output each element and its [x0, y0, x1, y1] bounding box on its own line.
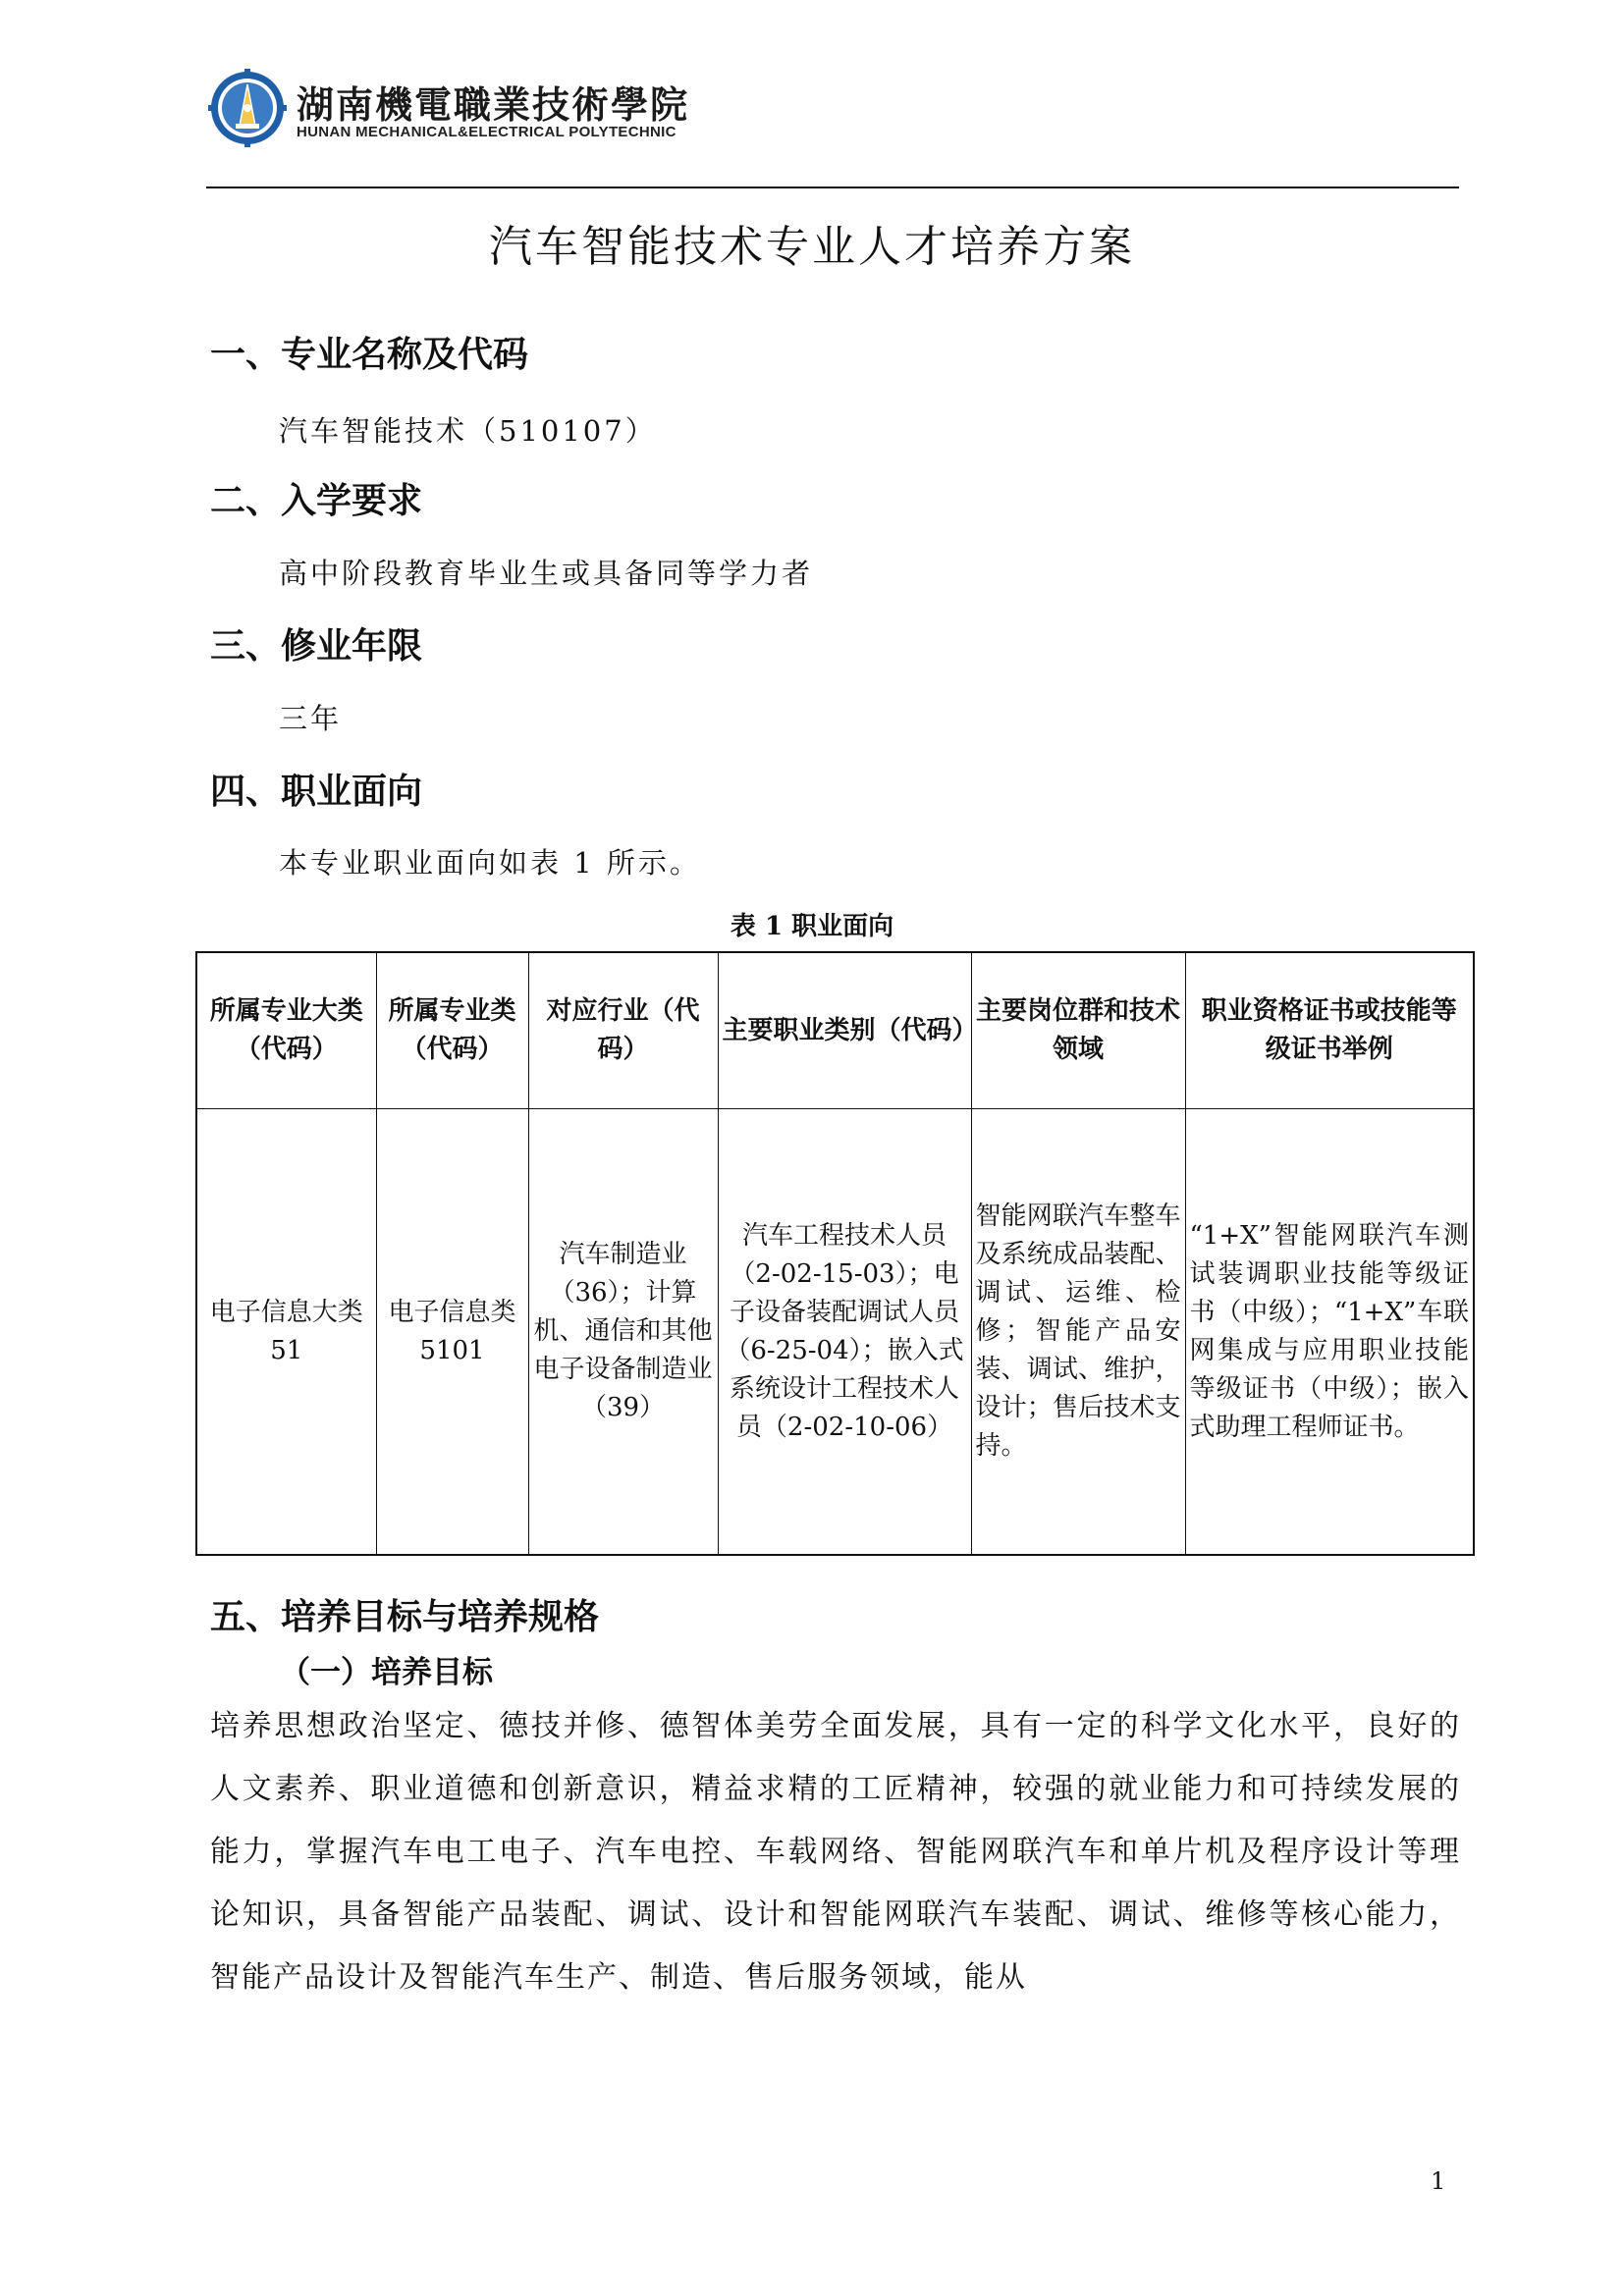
table-cell: 汽车制造业（36）；计算机、通信和其他电子设备制造业（39） — [528, 1109, 718, 1556]
table-cell: 电子信息类5101 — [376, 1109, 528, 1556]
table-cell: 汽车工程技术人员（2-02-15-03）；电子设备装配调试人员（6-25-04）；嵌入式系统设计工程技术人员（2-02-10-06） — [718, 1109, 971, 1556]
table-header-cell: 所属专业大类（代码） — [196, 952, 376, 1109]
school-name-en: HUNAN MECHANICAL&ELECTRICAL POLYTECHNIC — [297, 124, 677, 140]
occupation-table — [195, 951, 1475, 1556]
page-number: 1 — [1431, 2167, 1446, 2195]
section-3-text: 三年 — [279, 702, 343, 735]
school-name-cn: 湖南機電職業技術學院 — [297, 82, 690, 127]
table-header-cell: 对应行业（代码） — [528, 952, 718, 1109]
training-goal-paragraph — [210, 1695, 1461, 2009]
header-divider — [206, 187, 1459, 188]
table-cell: 电子信息大类51 — [196, 1109, 376, 1556]
section-4-heading: 四、职业面向 — [210, 772, 423, 812]
table-cell: “1+X”智能网联汽车测试装调职业技能等级证书（中级）；“1+X”车联网集成与应用职业技能等级证书（中级）；嵌入式助理工程师证书。 — [1185, 1109, 1474, 1556]
subsection-heading: （一）培养目标 — [280, 1655, 493, 1690]
section-1-text: 汽车智能技术（510107） — [279, 414, 657, 448]
section-2-heading: 二、入学要求 — [210, 481, 423, 521]
section-3-heading: 三、修业年限 — [210, 626, 423, 667]
paragraph-text: 培养思想政治坚定、德技并修、德智体美劳全面发展，具有一定的科学文化水平，良好的人文素养、职业道德和创新意识，精益求精的工匠精神，较强的就业能力和可持续发展的能力，掌握汽车电工电子、汽车电控、车载网络、智能网联汽车和单片机及程序设计等理论知识，具备智能产品装配、调试、设计和智能网联汽车装配、调试、维修等核心能力，智能产品设计及智能汽车生产、制造、售后服务领域，能从 — [210, 1709, 1461, 1995]
table-header-cell: 职业资格证书或技能等级证书举例 — [1185, 952, 1474, 1109]
table-row — [196, 1109, 1474, 1556]
table-header-cell: 所属专业类（代码） — [376, 952, 528, 1109]
document-title: 汽车智能技术专业人才培养方案 — [489, 222, 1135, 272]
section-5-heading: 五、培养目标与培养规格 — [210, 1597, 600, 1637]
school-emblem-icon — [208, 69, 287, 147]
table-header-cell: 主要职业类别（代码） — [718, 952, 971, 1109]
section-4-text: 本专业职业面向如表 1 所示。 — [279, 846, 701, 880]
section-1-heading: 一、专业名称及代码 — [210, 335, 529, 375]
table-header-row — [196, 952, 1474, 1109]
table-header-cell: 主要岗位群和技术领域 — [971, 952, 1185, 1109]
section-2-text: 高中阶段教育毕业生或具备同等学力者 — [279, 557, 814, 590]
table-cell: 智能网联汽车整车及系统成品装配、调试、运维、检修；智能产品安装、调试、维护，设计；售后技术支持。 — [971, 1109, 1185, 1556]
table-caption: 表 1 职业面向 — [730, 912, 894, 941]
